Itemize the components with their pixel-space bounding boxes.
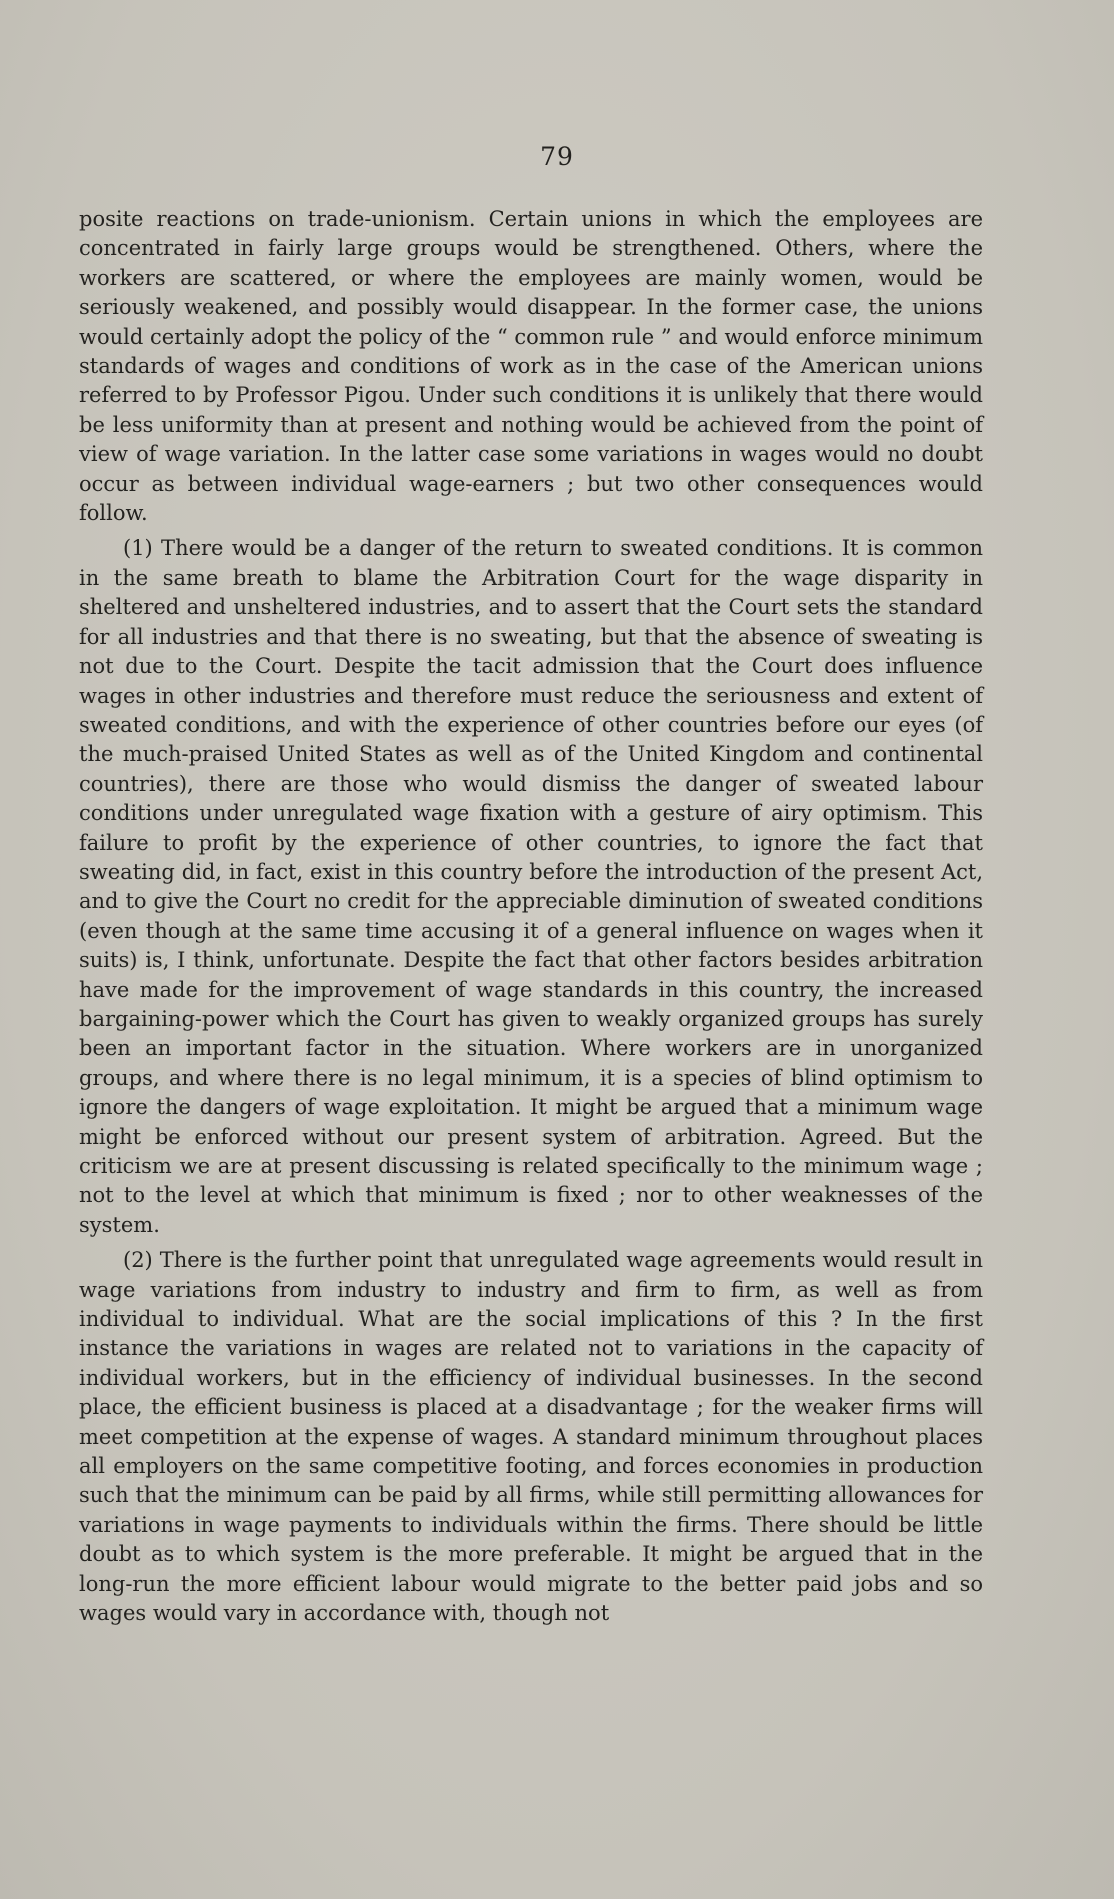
paragraph-point-1: (1) There would be a danger of the return to sweated conditions. It is common in the same breath to blame the Arbitration Court for the wage disparity in sheltered and unsheltered industries, and to assert that the Court sets the standard for all industries and that there is no sweating, but that the absence of sweating is not due to the Court. Despite the tacit admission that the Court does influence wages in other industries and therefore must reduce the seriousness and extent of sweated conditions, and with the experience of other countries before our eyes (of the much-praised United States as well as of the United Kingdom and continental countries), there are those who would dismiss the danger of sweated labour conditions under unregulated wage fixation with a gesture of airy optimism. This failure to profit by the experience of other countries, to ignore the fact that sweating did, in fact, exist in this country before the introduction of the present Act, and to give the Court no credit for the appreciable diminution of sweated conditions (even though at the same time accusing it of a general influence on wages when it suits) is, I think, unfortunate. Despite the fact that other factors besides arbitration have made for the improvement of wage standards in this country, the increased bargaining-power which the Court has given to weakly organized groups has surely been an important factor in the situation. Where workers are in unorganized groups, and where there is no legal minimum, it is a species of blind optimism to ignore the dangers of wage exploitation. It might be argued that a minimum wage might be enforced without our present system of arbitration. Agreed. But the criticism we are at present discussing is related specifically to the minimum wage ; not to the level at which that minimum is fixed ; nor to other weaknesses of the system.	[79, 536, 983, 1237]
paragraph-continuation: posite reactions on trade-unionism. Certain unions in which the employees are concentrated in fairly large groups would be strengthened. Others, where the workers are scattered, or where the employees are mainly women, would be seriously weakened, and possibly would disappear. In the former case, the unions would certainly adopt the policy of the “ common rule ” and would enforce minimum standards of wages and conditions of work as in the case of the American unions referred to by Professor Pigou. Under such conditions it is unlikely that there would be less uniformity than at present and nothing would be achieved from the point of view of wage variation. In the latter case some variations in wages would no doubt occur as between individual wage-earners ; but two other consequences would follow.	[79, 207, 983, 526]
body-text	[79, 205, 983, 1635]
page-number: 79	[540, 142, 574, 171]
paragraph-point-2: (2) There is the further point that unregulated wage agreements would result in wage variations from industry to industry and firm to firm, as well as from individual to individual. What are the social implications of this ? In the first instance the variations in wages are related not to variations in the capacity of individual workers, but in the efficiency of individual businesses. In the second place, the efficient business is placed at a disadvantage ; for the weaker firms will meet competition at the expense of wages. A standard minimum throughout places all employers on the same competitive footing, and forces economies in production such that the minimum can be paid by all firms, while still permitting allowances for variations in wage payments to individuals within the firms. There should be little doubt as to which system is the more preferable. It might be argued that in the long-run the more efficient labour would migrate to the better paid jobs and so wages would vary in accordance with, though not	[79, 1248, 983, 1626]
